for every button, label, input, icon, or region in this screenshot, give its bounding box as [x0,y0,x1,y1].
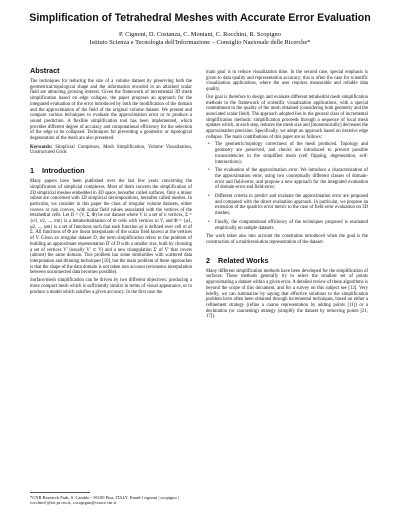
paper-title: Simplification of Tetrahedral Meshes with Accurate Error Evaluation [29,12,371,24]
list-item: • The geometric/topology correctness of the mesh produced. Topology and geometry are preserved, and checks are introduced to prevent possible inconsistencies in the simplified mesh (cell flipping, degeneration, self-intersections); [215,142,368,165]
section-heading-introduction [30,166,192,175]
keywords-label: Keywords: [30,144,53,150]
author-institution: Istituto Scienza e Tecnologia dell'Informazione – Consiglio Nazionale delle Ricerche* [89,38,311,46]
intro-paragraph: Many papers have been published over the last few years concerning the simplification of simplicial complexes. Most of them concern the simplification of 2D simplicial meshes embedded in 3D space, hereafter called surfaces. Only a minor subset are concerned with 3D simplicial decompositions, hereafter called meshes. In particular, we consider in this paper the class of irregular volume datasets, either convex or non convex, with scalar field values associated with the vertices of the tetrahedral cells. Let D = (V, Σ, Φ) be our dataset where V is a set of n vertices, Σ = {σ1, σ2, ..., σm} is a tetrahedralization of m cells with vertices in V, and Φ = {φ1, φ2, ..., φm} is a set of functions such that each function φi is defined over cell σi of Σ. All functions of Φ are linear interpolants of the scalar field known at the vertices of V. Given an irregular dataset D, the term simplification refers to the problem of building an approximate representation D' of D with a smaller size, built by choosing a set of vertices V' (usually V' ⊂ V) and a new triangulation Σ' of V' that covers (almost) the same domain. This problem has some similarities with scattered data interpolation and thinning techniques [10], but the main problem of these approaches is that the shape of the data domain is not taken into account (erroneous interpolation between unconnected data becomes possible). [30,179,192,276]
contributions-list [206,142,368,231]
author-block [10,31,390,46]
abstract-text: The techniques for reducing the size of a volume dataset by preserving both the geometrical/topological shape and the information encoded in an attached scalar field are attracting growing interest. Given the framework of incremental 3D mesh simplification based on edge collapse, the paper proposes an approach for the integrated evaluation of the error introduced by both the modification of the domain and the approximation of the field of the original volume dataset. We present and compare various techniques to evaluate the approximation error or to produce a sound prediction. A flexible simplification tool has been implemented, which provides different degree of accuracy and computational efficiency for the selection of the edge to be collapsed. Techniques for preventing a geometric or topological degeneration of the mesh are also presented. [30,79,192,142]
list-item: • The evaluation of the approximation error. We introduce a characterization of the approximation error, using two conceptually different classes of domain-error and field-error, and propose a new approach for the integrated evaluation of domain-error and field-error; [215,168,368,191]
left-column [30,66,192,297]
section-title: Related Works [218,255,269,265]
section-number: 2 [206,255,211,265]
body-paragraph: main goal is to reduce visualization time. In the second case, special emphasis is given to data quality and representation accuracy; this is often the case for scientific visualization applications, where the user requires measurable and reliable data quality. [206,70,368,93]
body-paragraph: The work takes also into account the constraints introduced when the goal is the construction of a multiresolution representation of the dataset. [206,234,368,245]
abstract-heading: Abstract [30,66,60,75]
section-heading-related-works [206,256,368,265]
list-item: • Finally, the computational efficiency of the techniques proposed is evaluated empirically on sample datasets. [215,220,368,231]
keywords-text: Simplicial Complexes, Mesh Simplification, Volume Visualization, Unstructured Grids [30,144,192,156]
intro-paragraph: Surface/mesh simplification can be driven by two different objectives: producing a more compact mesh which is sufficiently similar in terms of visual appearance, or to produce a model which satisfies a given accuracy. In the first case the [30,278,192,295]
section-title: Introduction [42,166,85,176]
author-names: P. Cignoni, D. Costanza, C. Montani, C. Rocchini, R. Scopigno [119,31,281,38]
footnote: *CNR Research Park, S. Cataldo - 56100 Pisa, ITALY. Email:{cignoni | scopigno | rocchini}@iei.pi.cnr.it, r.scopigno@cnuce.cnr.it [30,495,179,506]
body-paragraph: Our goal is therefore to design and evaluate different tetrahedral mesh simplification methods in the framework of scientific visualization applications, with a special commitment to the quality of the mesh obtained (considering both geometry and the associated scalar field). The approach adopted lies in the general class of incremental simplification methods: simplification proceeds through a sequence of local mesh updates which, at each step, reduces the mesh size and [monotonically] decreases the approximation precision. Specifically, we adopt an approach based on iterative edge collapse. The main contributions of this paper are as follows: [206,94,368,140]
footnote-rule [30,492,90,493]
body-paragraph: Many different simplification methods have been developed for the simplification of surfaces. These methods generally try to select the smallest set of points approximating a dataset within a given error. A detailed review of these algorithms is beyond the scope of this document, and for a survey on this subject see [12]. Very briefly, we can summarize by saying that effective solutions to the simplification problem have often been obtained through incremental techniques, based on either a refinement strategy (refine a coarse representation by adding points [11]) or a decimation (or coarsening) strategy (simplify the dataset by removing points [21, 17]). [206,268,368,320]
right-column [206,70,368,322]
list-item: • Different criteria to predict and evaluate the approximation error are proposed and compared with the direct evaluation approach. In particular, we propose an extension of the quadrics error metric to the case of field error evaluation on 3D meshes; [215,194,368,217]
section-number: 1 [30,166,35,176]
keywords [30,145,192,156]
